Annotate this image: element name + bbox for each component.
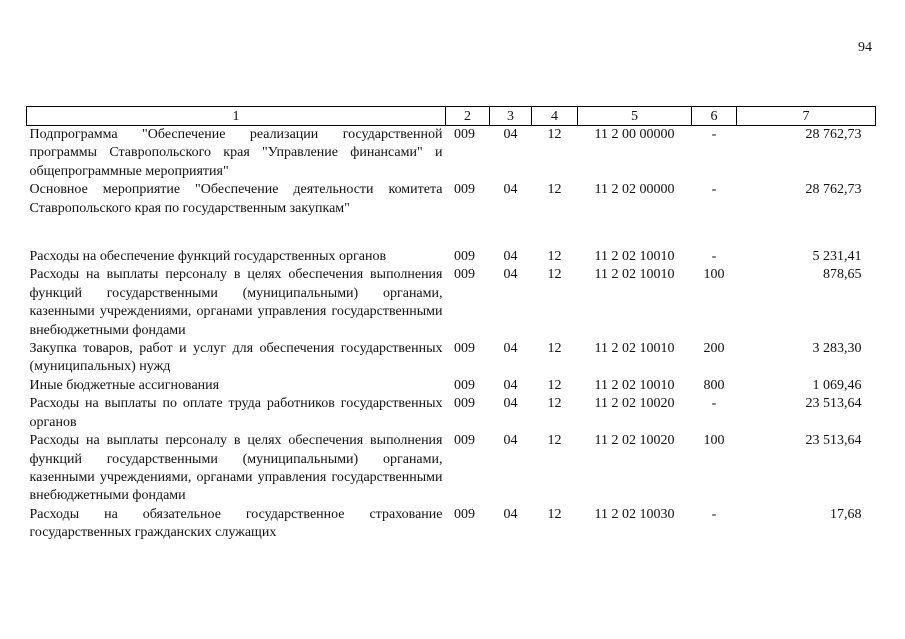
row-section: 04 (503, 341, 518, 357)
row-amount: 28 762,73 (805, 182, 862, 198)
table-row (27, 248, 876, 266)
row-subsection: 12 (547, 127, 562, 142)
table-row (27, 432, 876, 506)
row-section: 04 (503, 377, 518, 393)
row-expense-type: - (711, 396, 717, 412)
row-expense-type: - (711, 182, 717, 198)
row-subsection: 12 (547, 506, 562, 522)
row-expense-type: 100 (703, 433, 725, 449)
table-row (27, 181, 876, 248)
row-name: Подпрограмма "Обеспечение реализации государственной программы Ставропольского края "Управление финансами" и общепрограммные мероприятия" (29, 127, 443, 179)
row-name: Расходы на обязательное государственное страхование государственных гражданских служащих (29, 506, 443, 541)
table-row (27, 506, 876, 543)
row-section: 04 (503, 249, 518, 265)
row-subsection: 12 (547, 377, 562, 393)
row-target: 11 2 02 10020 (594, 396, 675, 412)
row-name: Закупка товаров, работ и услуг для обеспечения государственных (муниципальных) нужд (29, 341, 443, 375)
row-amount: 17,68 (830, 506, 862, 522)
row-section: 04 (503, 127, 518, 142)
row-subsection: 12 (547, 182, 562, 198)
table-row (27, 377, 876, 395)
row-target: 11 2 02 10020 (594, 433, 675, 449)
table-row (27, 395, 876, 432)
header-col-7: 7 (737, 107, 876, 126)
header-col-1: 1 (27, 107, 446, 126)
row-name: Основное мероприятие "Обеспечение деятельности комитета Ставропольского края по государственным закупкам" (29, 182, 443, 216)
row-amount: 23 513,64 (805, 396, 862, 412)
budget-table (26, 106, 876, 543)
row-expense-type: 200 (703, 341, 725, 357)
header-col-3: 3 (490, 107, 532, 126)
row-subsection: 12 (547, 249, 562, 265)
row-subsection: 12 (547, 433, 562, 449)
row-expense-type: - (711, 249, 717, 265)
row-admin: 009 (454, 127, 475, 142)
page-number: 94 (858, 40, 872, 55)
row-amount: 5 231,41 (812, 249, 862, 265)
table-row (27, 126, 876, 182)
header-col-2: 2 (446, 107, 490, 126)
row-subsection: 12 (547, 341, 562, 357)
row-expense-type: 800 (703, 377, 725, 393)
row-expense-type: 100 (703, 267, 725, 283)
row-admin: 009 (454, 377, 475, 393)
row-name: Расходы на выплаты персоналу в целях обеспечения выполнения функций государственными (муниципальными) органами, казенными учреждениями, органами управления государственными внебюджетными фондами (29, 267, 443, 338)
row-section: 04 (503, 396, 518, 412)
table-row (27, 266, 876, 340)
row-amount: 878,65 (823, 267, 862, 283)
row-target: 11 2 02 10010 (594, 249, 675, 265)
row-expense-type: - (711, 127, 717, 142)
row-name: Иные бюджетные ассигнования (29, 377, 220, 393)
row-target: 11 2 02 10030 (594, 506, 675, 522)
row-admin: 009 (454, 267, 475, 283)
row-amount: 1 069,46 (812, 377, 862, 393)
header-col-4: 4 (532, 107, 578, 126)
row-section: 04 (503, 267, 518, 283)
row-subsection: 12 (547, 267, 562, 283)
row-admin: 009 (454, 396, 475, 412)
row-name: Расходы на выплаты по оплате труда работников государственных органов (29, 396, 443, 430)
row-admin: 009 (454, 182, 475, 198)
row-target: 11 2 00 00000 (594, 127, 675, 142)
row-admin: 009 (454, 433, 475, 449)
header-row (27, 107, 876, 126)
row-name: Расходы на обеспечение функций государственных органов (29, 249, 387, 265)
header-col-6: 6 (692, 107, 737, 126)
header-col-5: 5 (578, 107, 692, 126)
row-section: 04 (503, 506, 518, 522)
table-row (27, 340, 876, 377)
row-amount: 28 762,73 (805, 127, 862, 142)
row-target: 11 2 02 10010 (594, 377, 675, 393)
row-section: 04 (503, 433, 518, 449)
row-admin: 009 (454, 249, 475, 265)
row-target: 11 2 02 00000 (594, 182, 675, 198)
row-target: 11 2 02 10010 (594, 341, 675, 357)
row-section: 04 (503, 182, 518, 198)
row-subsection: 12 (547, 396, 562, 412)
row-admin: 009 (454, 341, 475, 357)
row-target: 11 2 02 10010 (594, 267, 675, 283)
row-name: Расходы на выплаты персоналу в целях обеспечения выполнения функций государственными (муниципальными) органами, казенными учреждениями, органами управления государственными внебюджетными фондами (29, 433, 443, 504)
row-amount: 23 513,64 (805, 433, 862, 449)
row-expense-type: - (711, 506, 717, 522)
row-amount: 3 283,30 (812, 341, 862, 357)
row-admin: 009 (454, 506, 475, 522)
